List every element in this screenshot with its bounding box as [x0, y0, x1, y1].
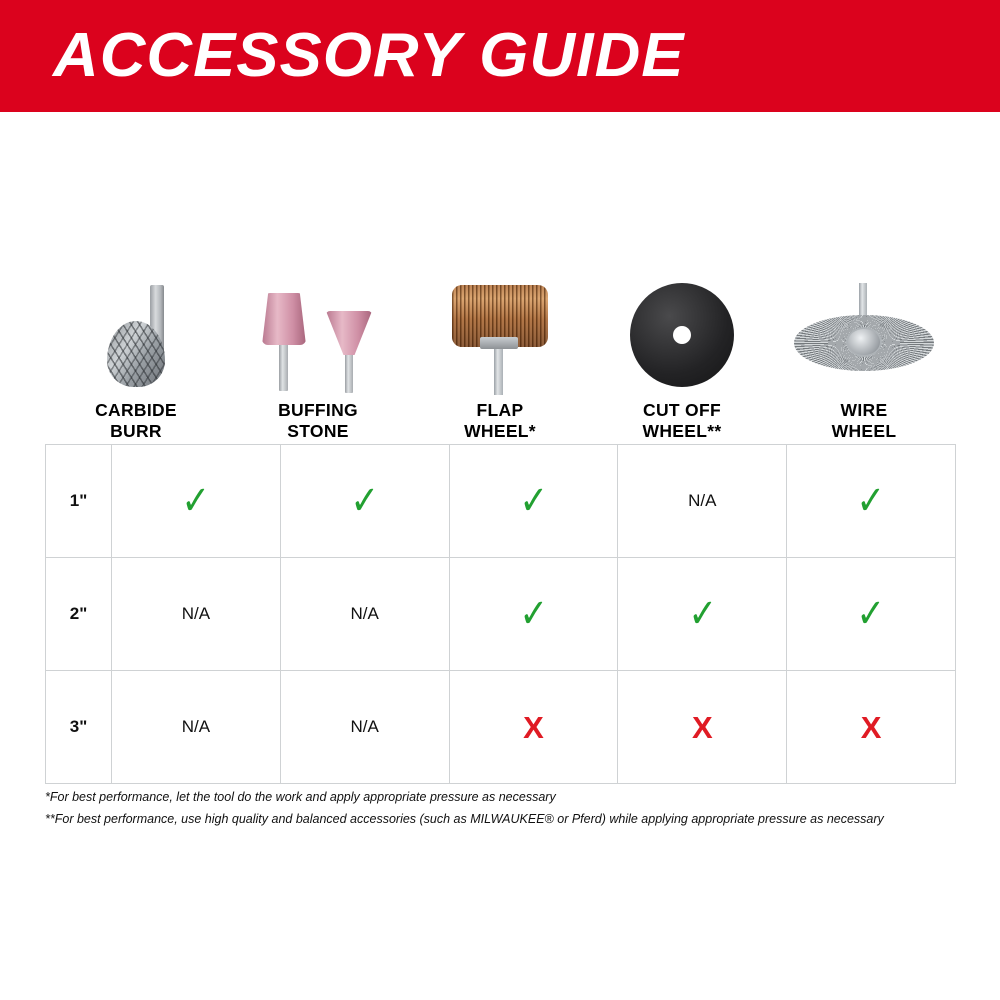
row-label-size: 3" — [46, 671, 112, 784]
column-header-buffing-stone — [227, 400, 409, 442]
cell-1in-buffing-stone — [280, 445, 449, 558]
carbide-burr-icon — [99, 283, 174, 395]
cell-1in-wire-wheel — [787, 445, 956, 558]
column-header-row — [45, 400, 955, 442]
stone-large-body-shape — [262, 293, 306, 345]
cell-1in-flap-wheel — [449, 445, 618, 558]
column-header-line2: WHEEL — [831, 421, 897, 441]
column-header-cut-off-wheel — [591, 400, 773, 442]
stone-small-body-shape — [326, 311, 372, 355]
check-icon: ✓ — [519, 478, 548, 524]
table-row — [46, 558, 956, 671]
page-title: ACCESSORY GUIDE — [53, 21, 685, 90]
header-banner — [0, 0, 1000, 112]
product-image-row — [45, 265, 955, 395]
column-header-line2: BURR — [110, 421, 162, 441]
footnote-double-asterisk: **For best performance, use high quality and balanced accessories (such as MILWAUKEE® or Pferd) while applying appropriate pressure as necessary — [45, 812, 884, 826]
check-icon: ✓ — [856, 591, 886, 637]
column-header-flap-wheel — [409, 400, 591, 442]
x-icon: X — [523, 709, 544, 745]
footnotes — [45, 786, 955, 830]
check-icon: ✓ — [181, 478, 211, 524]
x-icon: X — [691, 709, 713, 745]
column-header-wire-wheel — [773, 400, 955, 442]
cut-off-arbor-hole-shape — [673, 326, 691, 344]
column-header-line1: CUT OFF — [643, 400, 721, 420]
not-available-label: N/A — [688, 491, 717, 510]
footnote-single-asterisk: *For best performance, let the tool do the work and apply appropriate pressure as necessary — [45, 790, 556, 804]
not-available-label: N/A — [181, 604, 211, 623]
not-available-label: N/A — [350, 717, 379, 736]
column-header-carbide-burr — [45, 400, 227, 442]
product-cell-flap-wheel — [409, 265, 591, 395]
wire-wheel-hub-shape — [846, 327, 882, 357]
not-available-label: N/A — [181, 717, 211, 736]
product-cell-cut-off-wheel — [591, 265, 773, 395]
table-row — [46, 445, 956, 558]
cell-3in-flap-wheel — [449, 671, 618, 784]
product-cell-wire-wheel — [773, 265, 955, 395]
cell-2in-carbide-burr — [112, 558, 281, 671]
buffing-stone-icon — [262, 283, 374, 395]
cell-1in-cut-off-wheel — [618, 445, 787, 558]
column-header-line1: WIRE — [840, 400, 888, 420]
cut-off-wheel-icon — [630, 283, 734, 395]
cell-3in-wire-wheel — [787, 671, 956, 784]
row-label-size: 1" — [46, 445, 112, 558]
column-header-line2: WHEEL** — [642, 421, 722, 441]
cell-1in-carbide-burr — [112, 445, 281, 558]
flap-wheel-cap-shape — [480, 337, 518, 349]
table-row — [46, 671, 956, 784]
cell-2in-cut-off-wheel — [618, 558, 787, 671]
column-header-line1: FLAP — [476, 400, 524, 420]
row-label-size: 2" — [46, 558, 112, 671]
stone-large-shank-shape — [279, 339, 288, 391]
product-cell-buffing-stone — [227, 265, 409, 395]
flap-wheel-icon — [452, 283, 548, 395]
wire-wheel-icon — [794, 283, 934, 395]
check-icon: ✓ — [519, 591, 548, 637]
flap-wheel-shank-shape — [494, 343, 503, 395]
column-header-line2: WHEEL* — [464, 421, 536, 441]
burr-head-shape — [107, 321, 165, 387]
cell-2in-buffing-stone — [280, 558, 449, 671]
check-icon: ✓ — [856, 478, 886, 524]
column-header-line1: BUFFING — [278, 400, 358, 420]
cell-2in-wire-wheel — [787, 558, 956, 671]
cell-3in-cut-off-wheel — [618, 671, 787, 784]
compatibility-table — [45, 444, 955, 784]
product-cell-carbide-burr — [45, 265, 227, 395]
check-icon: ✓ — [688, 591, 717, 637]
check-icon: ✓ — [350, 478, 379, 524]
cell-3in-buffing-stone — [280, 671, 449, 784]
cell-3in-carbide-burr — [112, 671, 281, 784]
column-header-line2: STONE — [287, 421, 349, 441]
column-header-line1: CARBIDE — [95, 400, 177, 420]
not-available-label: N/A — [350, 604, 379, 623]
x-icon: X — [860, 709, 882, 745]
stone-small-shank-shape — [345, 349, 353, 393]
cell-2in-flap-wheel — [449, 558, 618, 671]
